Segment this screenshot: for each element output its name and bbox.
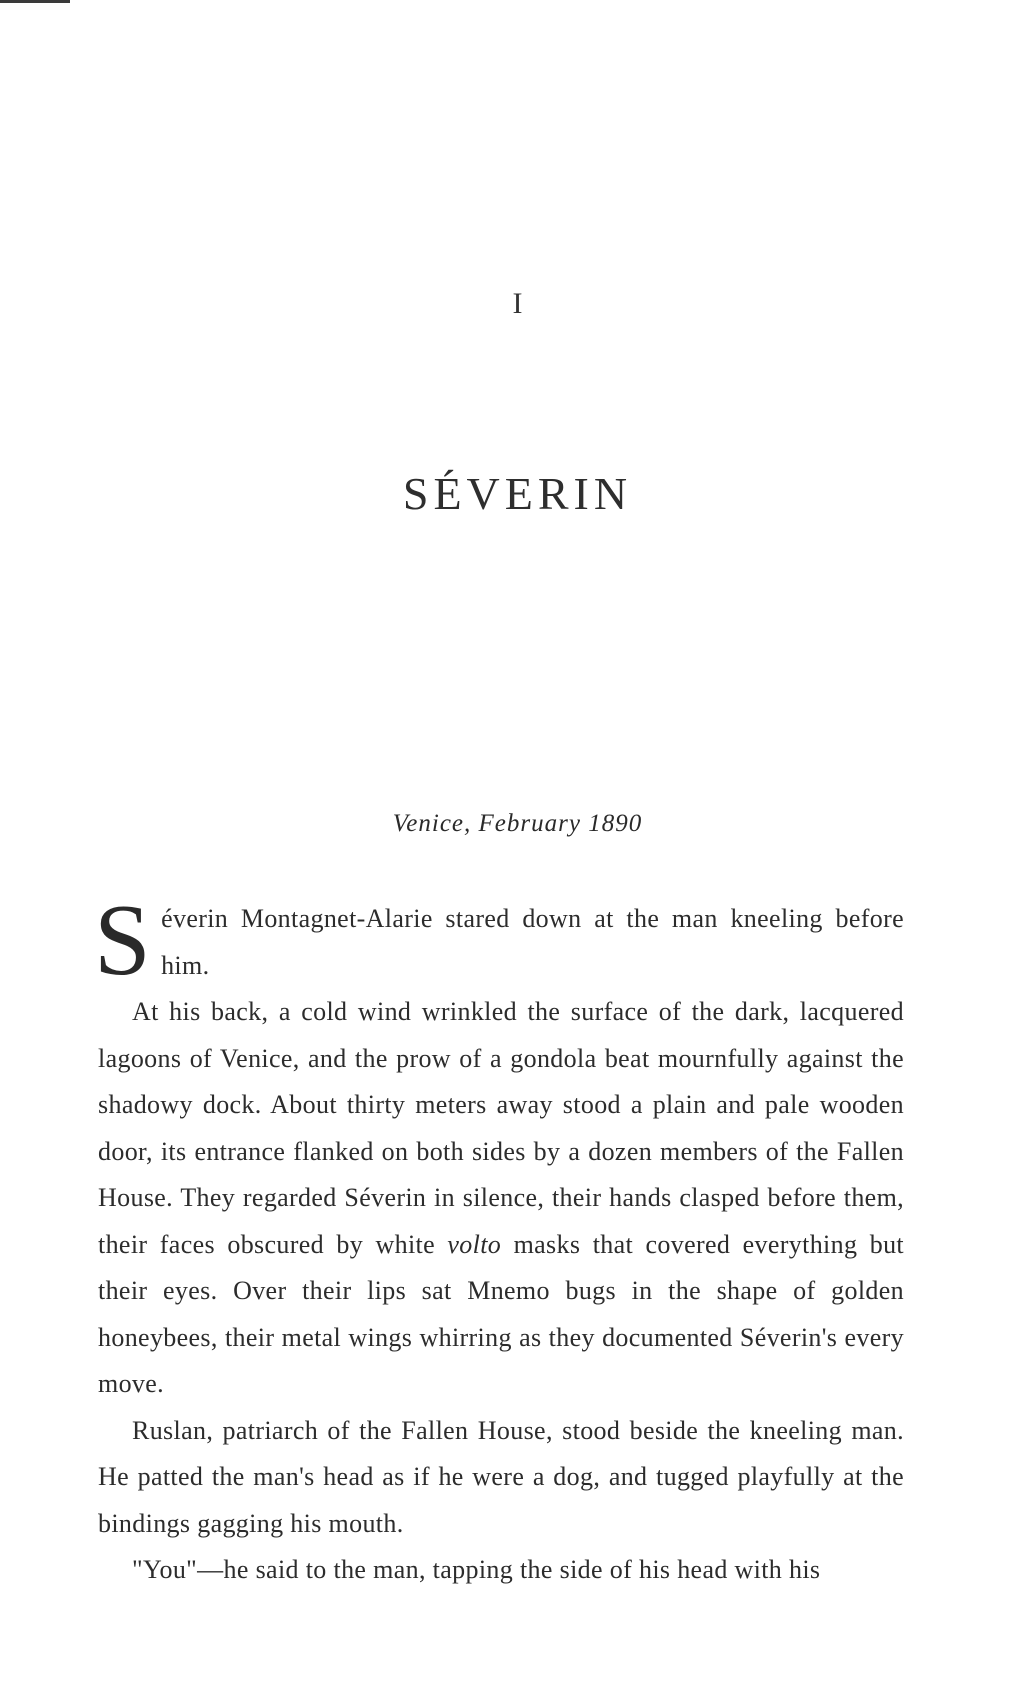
paragraph xyxy=(98,1547,904,1594)
chapter-title: SÉVERIN xyxy=(402,468,633,519)
paragraph-text: éverin Montagnet-Alarie stared down at the man kneeling before him. xyxy=(161,904,904,980)
paragraph-text-continued: masks that covered everything but their eyes. Over their lips sat Mnemo bugs in the shape of golden honeybees, their metal wings whirring as they documented Séverin's every move. xyxy=(98,1229,904,1398)
paragraph-text: At his back, a cold wind wrinkled the surface of the dark, lacquered lagoons of Venice, and the prow of a gondola beat mournfully against the shadowy dock. About thirty meters away stood a plain and pale wooden door, its entrance flanked on both sides by a dozen members of the Fallen House. They regarded Séverin in silence, their hands clasped before them, their faces obscured by white xyxy=(98,997,904,1259)
chapter-number: I xyxy=(512,287,523,320)
italic-term: volto xyxy=(447,1229,502,1259)
paragraph xyxy=(98,1408,904,1548)
page-corner-mark xyxy=(0,0,70,3)
chapter-body xyxy=(94,884,904,1594)
paragraph-opening xyxy=(94,884,904,997)
chapter-dateline: Venice, February 1890 xyxy=(392,810,643,837)
drop-cap: S xyxy=(94,884,152,997)
paragraph-text: Ruslan, patriarch of the Fallen House, stood beside the kneeling man. He patted the man's head as if he were a dog, and tugged playfully at the bindings gagging his mouth. xyxy=(98,1415,904,1538)
paragraph xyxy=(98,989,904,1408)
paragraph-text: "You"—he said to the man, tapping the side of his head with his xyxy=(132,1555,821,1584)
